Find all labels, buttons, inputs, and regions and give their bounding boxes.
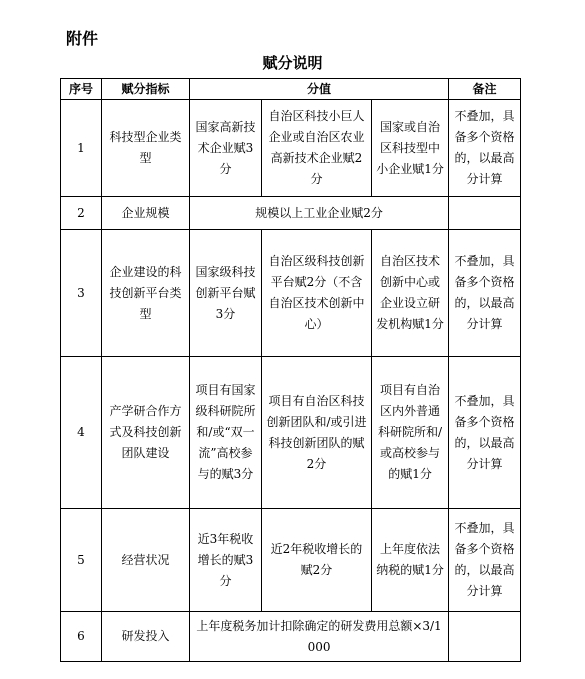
row-indicator: 研发投入 xyxy=(102,612,190,662)
table-row xyxy=(61,357,521,509)
table-row xyxy=(61,230,521,357)
row-indicator: 经营状况 xyxy=(102,509,190,612)
row-indicator: 科技型企业类型 xyxy=(102,100,190,197)
score-cell: 国家高新技术企业赋3分 xyxy=(190,100,262,197)
header-seq: 序号 xyxy=(61,79,102,100)
row-seq: 2 xyxy=(61,197,102,230)
table-row xyxy=(61,509,521,612)
row-indicator: 企业规模 xyxy=(102,197,190,230)
row-note: 不叠加，具备多个资格的，以最高分计算 xyxy=(449,357,521,509)
row-note: 不叠加，具备多个资格的，以最高分计算 xyxy=(449,100,521,197)
row-note: 不叠加，具备多个资格的，以最高分计算 xyxy=(449,230,521,357)
score-cell: 项目有自治区内外普通科研院所和/或高校参与的赋1分 xyxy=(372,357,449,509)
attachment-label: 附件 xyxy=(66,29,99,48)
row-seq: 4 xyxy=(61,357,102,509)
row-seq: 5 xyxy=(61,509,102,612)
row-seq: 1 xyxy=(61,100,102,197)
score-cell: 自治区科技小巨人企业或自治区农业高新技术企业赋2分 xyxy=(262,100,372,197)
row-indicator: 产学研合作方式及科技创新团队建设 xyxy=(102,357,190,509)
row-note xyxy=(449,612,521,662)
row-seq: 6 xyxy=(61,612,102,662)
table-row xyxy=(61,100,521,197)
document-title: 赋分说明 xyxy=(262,54,323,72)
table-row xyxy=(61,197,521,230)
score-cell: 近3年税收增长的赋3分 xyxy=(190,509,262,612)
header-indicator: 赋分指标 xyxy=(102,79,190,100)
table-row xyxy=(61,612,521,662)
score-cell: 项目有国家级科研院所和/或“双一流”高校参与的赋3分 xyxy=(190,357,262,509)
score-cell: 自治区级科技创新平台赋2分（不含自治区技术创新中心） xyxy=(262,230,372,357)
header-score: 分值 xyxy=(190,79,449,100)
score-cell: 国家级科技创新平台赋3分 xyxy=(190,230,262,357)
header-note: 备注 xyxy=(449,79,521,100)
score-cell: 自治区技术创新中心或企业设立研发机构赋1分 xyxy=(372,230,449,357)
row-note: 不叠加，具备多个资格的，以最高分计算 xyxy=(449,509,521,612)
row-seq: 3 xyxy=(61,230,102,357)
score-cell: 近2年税收增长的赋2分 xyxy=(262,509,372,612)
table-header-row xyxy=(61,79,521,100)
score-cell: 上年度依法纳税的赋1分 xyxy=(372,509,449,612)
scoring-table xyxy=(60,78,521,662)
row-note xyxy=(449,197,521,230)
score-cell: 国家或自治区科技型中小企业赋1分 xyxy=(372,100,449,197)
score-span-cell: 上年度税务加计扣除确定的研发费用总额×3/1000 xyxy=(190,612,449,662)
row-indicator: 企业建设的科技创新平台类型 xyxy=(102,230,190,357)
score-cell: 项目有自治区科技创新团队和/或引进科技创新团队的赋2分 xyxy=(262,357,372,509)
score-span-cell: 规模以上工业企业赋2分 xyxy=(190,197,449,230)
